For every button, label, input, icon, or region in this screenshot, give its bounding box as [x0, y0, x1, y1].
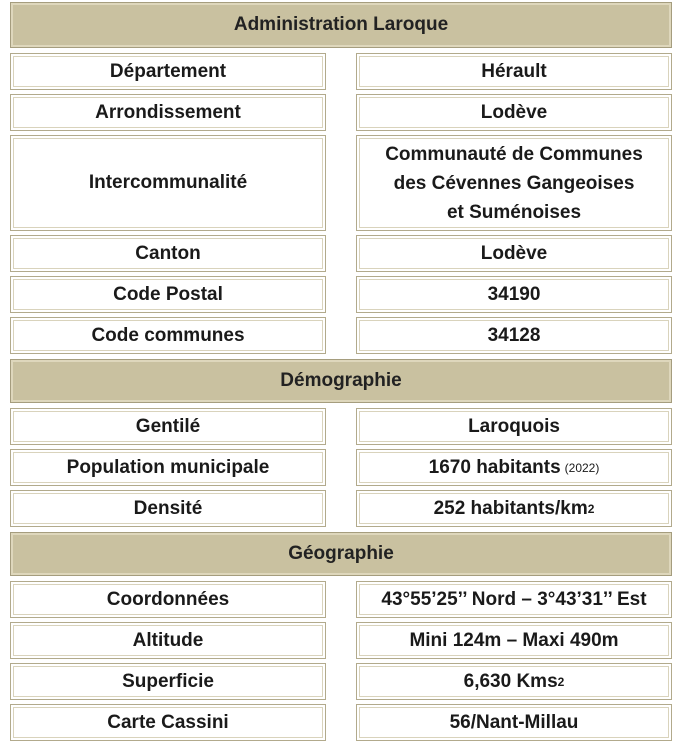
value-text: 252 habitants/km	[433, 497, 588, 519]
row-label: Arrondissement	[10, 94, 326, 131]
row-label: Code communes	[10, 317, 326, 354]
table-row	[10, 53, 672, 90]
row-label: Canton	[10, 235, 326, 272]
row-value: Mini 124m – Maxi 490m	[356, 622, 672, 659]
value-line: et Suménoises	[446, 201, 582, 223]
section-header-geographie	[10, 532, 672, 576]
section-title: Démographie	[280, 370, 402, 391]
value-note: (2022)	[564, 460, 600, 475]
value-line: des Cévennes Gangeoises	[393, 172, 635, 194]
table-row	[10, 317, 672, 354]
table-row	[10, 235, 672, 272]
info-table	[10, 2, 672, 741]
row-value	[356, 449, 672, 486]
row-label: Superficie	[10, 663, 326, 700]
row-value: 56/Nant-Millau	[356, 704, 672, 741]
row-label: Population municipale	[10, 449, 326, 486]
table-row	[10, 704, 672, 741]
section-header-demographie	[10, 359, 672, 403]
row-label: Gentilé	[10, 408, 326, 445]
table-row	[10, 490, 672, 527]
row-label: Altitude	[10, 622, 326, 659]
table-row	[10, 622, 672, 659]
table-row	[10, 276, 672, 313]
table-row	[10, 581, 672, 618]
section-title: Géographie	[288, 543, 394, 564]
row-value: 6,630 Kms 2	[356, 663, 672, 700]
table-row	[10, 663, 672, 700]
row-label: Département	[10, 53, 326, 90]
row-label: Intercommunalité	[10, 135, 326, 231]
row-value: Lodève	[356, 235, 672, 272]
row-value: Hérault	[356, 53, 672, 90]
value-line: Communauté de Communes	[385, 143, 643, 165]
row-value: 43°55’25’’ Nord – 3°43’31’’ Est	[356, 581, 672, 618]
table-row	[10, 449, 672, 486]
table-row	[10, 94, 672, 131]
table-row	[10, 135, 672, 231]
value-text: 1670 habitants	[428, 456, 561, 478]
row-value: 34190	[356, 276, 672, 313]
row-value: 34128	[356, 317, 672, 354]
row-value: Laroquois	[356, 408, 672, 445]
section-header-administration	[10, 2, 672, 48]
row-label: Carte Cassini	[10, 704, 326, 741]
row-label: Densité	[10, 490, 326, 527]
table-row	[10, 408, 672, 445]
row-value: 252 habitants/km 2	[356, 490, 672, 527]
row-value: Lodève	[356, 94, 672, 131]
section-title: Administration Laroque	[233, 14, 449, 35]
row-label: Coordonnées	[10, 581, 326, 618]
row-value-multiline	[356, 135, 672, 231]
row-label: Code Postal	[10, 276, 326, 313]
value-text: 6,630 Kms	[463, 670, 558, 692]
